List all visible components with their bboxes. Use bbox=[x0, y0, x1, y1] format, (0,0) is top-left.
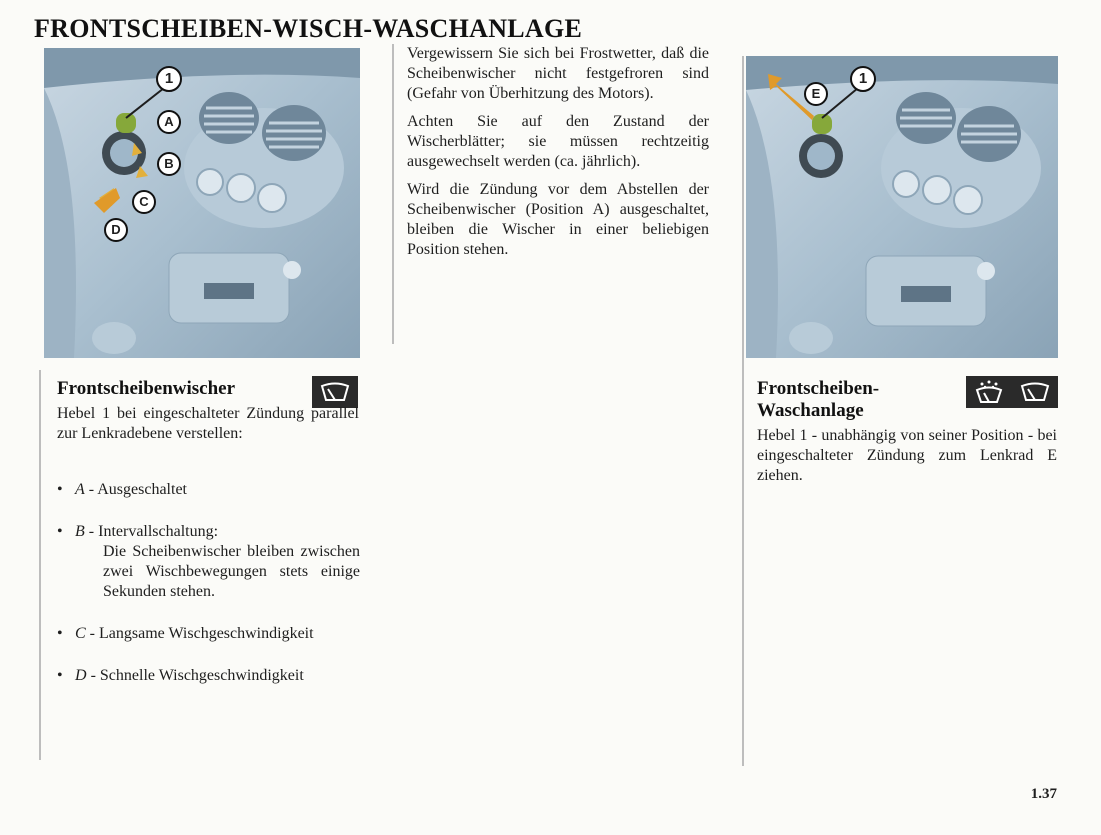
wiper-intro-text: Hebel 1 bei eingeschalteter Zündung parallel zur Lenkradebene verstellen: bbox=[57, 405, 359, 442]
list-item: • A - Ausgeschaltet bbox=[57, 480, 360, 500]
wiper-section-title: Frontscheibenwischer bbox=[57, 378, 236, 399]
washer-body-text: Hebel 1 - unabhängig von seiner Position - bei eingeschalteter Zündung zum Lenkrad E ziehen. bbox=[757, 427, 1057, 484]
label-b-circle: B bbox=[157, 152, 181, 176]
wiper-positions-list bbox=[57, 480, 360, 708]
paragraph: Vergewissern Sie sich bei Frostwetter, daß die Scheibenwischer nicht festgefroren sind (Gefahr von Überhitzung des Motors). bbox=[407, 45, 709, 102]
label-a-circle: A bbox=[157, 110, 181, 134]
column-divider-right bbox=[742, 56, 744, 766]
label-c-circle: C bbox=[132, 190, 156, 214]
page-title: FRONTSCHEIBEN-WISCH-WASCHANLAGE bbox=[34, 14, 583, 43]
list-item: • C - Langsame Wischgeschwindigkeit bbox=[57, 624, 360, 644]
wiper-icon bbox=[1020, 382, 1050, 402]
list-item: • D - Schnelle Wischgeschwindigkeit bbox=[57, 666, 360, 686]
column-divider-middle bbox=[392, 44, 394, 344]
label-e-circle: E bbox=[804, 82, 828, 106]
label-d-circle: D bbox=[104, 218, 128, 242]
frost-warning-text bbox=[407, 44, 709, 268]
washer-stalk-photo bbox=[746, 56, 1058, 358]
washer-section-title: Frontscheiben- Waschanlage bbox=[757, 378, 880, 421]
paragraph: Wird die Zündung vor dem Abstellen der Scheibenwischer (Position A) ausgeschaltet, bleiben die Wischer in einer beliebigen Position stehen. bbox=[407, 181, 709, 258]
washer-icon-box bbox=[966, 376, 1058, 408]
label-1-circle: 1 bbox=[850, 66, 876, 92]
page-number: 1.37 bbox=[1030, 786, 1057, 802]
wiper-icon bbox=[320, 382, 350, 402]
list-item: • B - Intervallschaltung: Die Scheibenwischer bleiben zwischen zwei Wischbewegungen stets einige Sekunden stehen. bbox=[57, 522, 360, 602]
wiper-stalk-photo bbox=[44, 48, 360, 358]
column-divider-left bbox=[39, 370, 41, 760]
label-1-circle: 1 bbox=[156, 66, 182, 92]
paragraph: Achten Sie auf den Zustand der Wischerblätter; sie müssen rechtzeitig ausgewechselt werden (ca. jährlich). bbox=[407, 113, 709, 170]
washer-spray-icon bbox=[974, 380, 1004, 404]
